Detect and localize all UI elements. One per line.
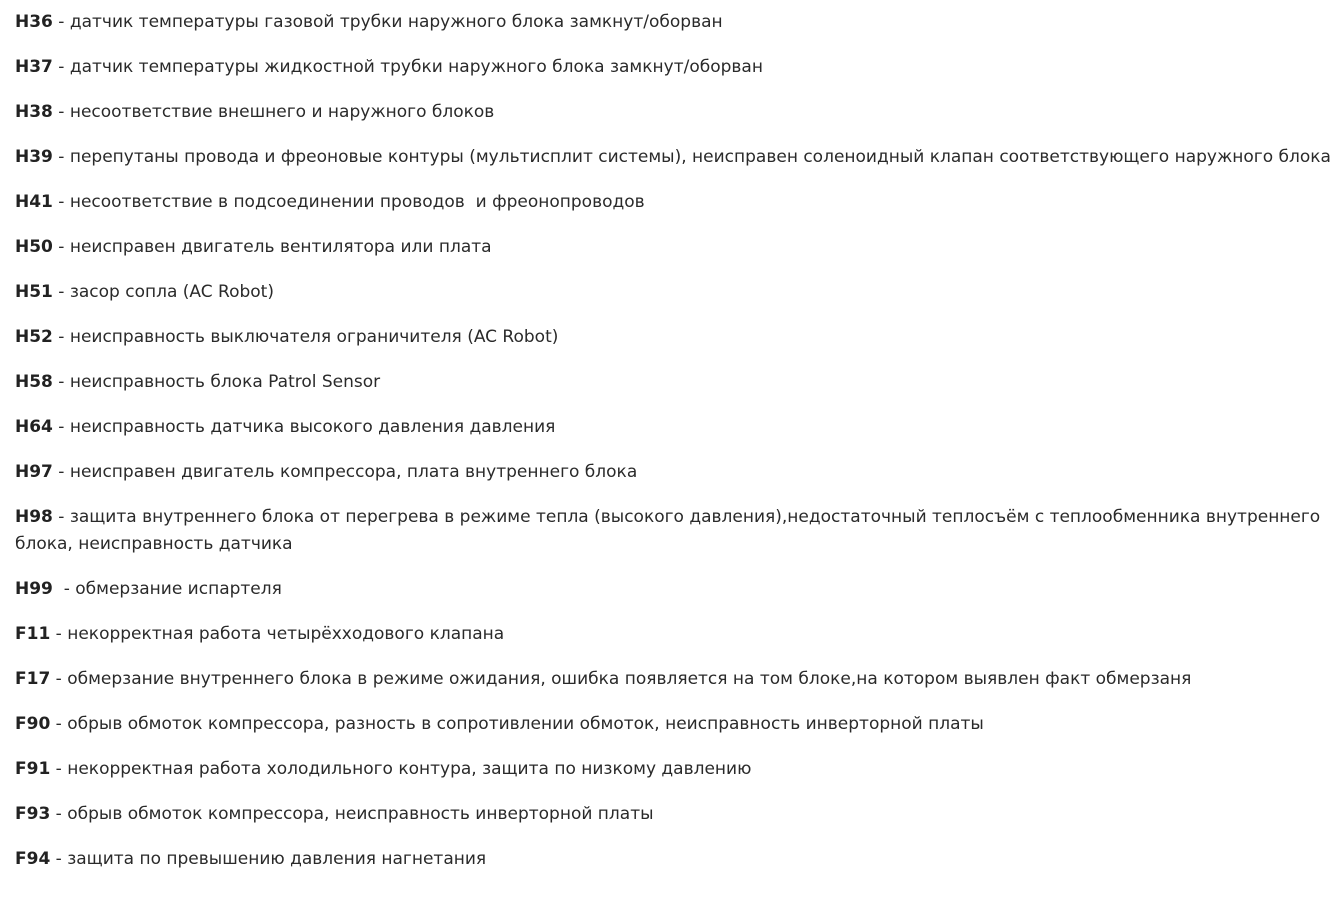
error-entry-f91	[15, 756, 1331, 783]
error-code: F11	[15, 624, 51, 644]
error-entry-f11	[15, 621, 1331, 648]
error-code: H50	[15, 237, 53, 257]
error-entry-h51	[15, 279, 1331, 306]
error-description: - перепутаны провода и фреоновые контуры (мультисплит системы), неисправен соленоидный клапан соответствующего наружного блока	[52, 147, 1331, 167]
error-code-list	[15, 9, 1331, 891]
error-code: H52	[15, 327, 53, 347]
error-code: H98	[15, 507, 53, 527]
error-code: F93	[15, 804, 51, 824]
error-description: - обмерзание испартеля	[52, 579, 282, 599]
error-code: F94	[15, 849, 51, 869]
error-code: F90	[15, 714, 51, 734]
error-entry-h38	[15, 99, 1331, 126]
error-description: - обрыв обмоток компрессора, разность в сопротивлении обмоток, неисправность инверторной платы	[50, 714, 984, 734]
error-entry-f17	[15, 666, 1331, 693]
error-entry-h50	[15, 234, 1331, 261]
error-description: - засор сопла (AC Robot)	[52, 282, 274, 302]
error-description: - неисправен двигатель компрессора, плата внутреннего блока	[52, 462, 638, 482]
error-code: H99	[15, 579, 53, 599]
error-description: - несоответствие в подсоединении проводов и фреонопроводов	[52, 192, 645, 212]
error-entry-h39	[15, 144, 1331, 171]
error-code: F91	[15, 759, 51, 779]
error-entry-h64	[15, 414, 1331, 441]
error-entry-h98	[15, 504, 1331, 558]
error-description: - неисправен двигатель вентилятора или плата	[52, 237, 492, 257]
error-code: H58	[15, 372, 53, 392]
error-entry-h52	[15, 324, 1331, 351]
error-entry-h99	[15, 576, 1331, 603]
error-entry-h37	[15, 54, 1331, 81]
error-description: - неисправность выключателя ограничителя (AC Robot)	[52, 327, 559, 347]
error-entry-h36	[15, 9, 1331, 36]
error-description: - некорректная работа холодильного контура, защита по низкому давлению	[50, 759, 752, 779]
error-code: H38	[15, 102, 53, 122]
error-description: - защита внутреннего блока от перегрева в режиме тепла (высокого давления),недостаточный теплосъём с теплообменника внутреннего блока, неисправность датчика	[15, 507, 1326, 554]
error-description: - некорректная работа четырёхходового клапана	[50, 624, 505, 644]
error-code: H97	[15, 462, 53, 482]
error-description: - несоответствие внешнего и наружного блоков	[52, 102, 495, 122]
error-description: - датчик температуры жидкостной трубки наружного блока замкнут/оборван	[52, 57, 763, 77]
error-description: - неисправность датчика высокого давления давления	[52, 417, 556, 437]
error-entry-f90	[15, 711, 1331, 738]
error-code: H41	[15, 192, 53, 212]
error-entry-h58	[15, 369, 1331, 396]
error-code: F17	[15, 669, 51, 689]
error-description: - обмерзание внутреннего блока в режиме ожидания, ошибка появляется на том блоке,на котором выявлен факт обмерзаня	[50, 669, 1192, 689]
error-code: H39	[15, 147, 53, 167]
error-description: - неисправность блока Patrol Sensor	[52, 372, 381, 392]
error-description: - датчик температуры газовой трубки наружного блока замкнут/оборван	[52, 12, 723, 32]
error-entry-h41	[15, 189, 1331, 216]
error-description: - защита по превышению давления нагнетания	[50, 849, 487, 869]
error-entry-h97	[15, 459, 1331, 486]
error-code: H51	[15, 282, 53, 302]
error-code: H37	[15, 57, 53, 77]
error-entry-f93	[15, 801, 1331, 828]
error-entry-f94	[15, 846, 1331, 873]
error-code: H64	[15, 417, 53, 437]
error-description: - обрыв обмоток компрессора, неисправность инверторной платы	[50, 804, 654, 824]
error-code: H36	[15, 12, 53, 32]
